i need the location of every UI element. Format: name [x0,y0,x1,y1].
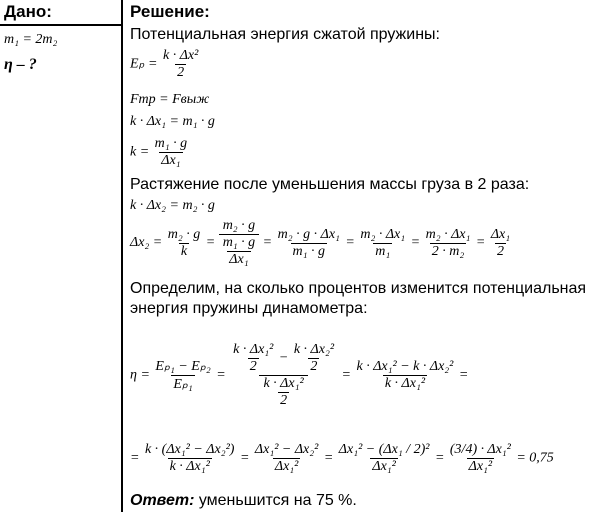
paragraph-extension: Растяжение после уменьшения массы груза в 2 раза: [130,176,530,193]
paragraph-percent-change-2: энергия пружины динамометра: [130,300,368,317]
equation-final: = $\frac{\text{k · (Δx₁² − Δx₂²)}}{\text{k · Δx₁²}}$ = $\frac{\text{Δx₁² − Δx₂²}}{\text{Δx₁²}}$ = $\frac{\text{Δx₁² − (Δx₁ / 2)²}}{\text{Δx₁²}}$ = $\frac{\text{(3/4) · Δx₁²}}{\text{Δx₁²}}$ = 0,75 [130,442,554,474]
equation-potential-energy: Eₚ = $\frac{\text{k · Δx²}}{2}$ [130,48,199,80]
answer-label: Ответ: [130,492,195,509]
equation-forces: Fтр = Fвыж [130,92,210,107]
given-header: Дано: [4,2,52,21]
equation-spring-force-1: k · Δx₁ = m₁ · g [130,114,215,129]
paragraph-percent-change-1: Определим, на сколько процентов изменится потенциальная [130,280,587,297]
solution-header: Решение: [130,2,210,21]
equation-extension-chain: Δx₂ = $\frac{\text{m₂ · g}}{k}$ = $\frac{\text{m₂ · g}}{\frac{\text{m₁ · g}}{\text{Δx₁}}}$ = $\frac{\text{m₂ · g · Δx₁}}{\text{m₁ · g}}$ = $\frac{\text{m₂ · Δx₁}}{\text{m₁}}$ = $\frac{\text{m₂ · Δx₁}}{\text{2 · m₂}}$ = $\frac{\text{Δx₁}}{2}$ [130,218,511,267]
paragraph-potential-energy: Потенциальная энергия сжатой пружины: [130,26,440,43]
answer-line [130,492,357,510]
equation-efficiency: η = $\frac{\text{Eₚ₁ − Eₚ₂}}{\text{Eₚ₁}}$ = $\frac{\text{k · Δx₁²}}{2}$ − $\frac{\text{k · Δx₂²}}{2}$ $\frac{\text{k · Δx₁²}}{2}$ = $\frac{\text{k · Δx₁² − k · Δx₂²}}{\text{k · Δx₁²}}$ = [130,342,469,408]
given-mass-relation: m₁ = 2m₂ [4,32,58,47]
given-unknown: η – ? [4,56,37,73]
equation-spring-force-2: k · Δx₂ = m₂ · g [130,198,215,213]
equation-stiffness: k = $\frac{\text{m₁ · g}}{\text{Δx₁}}$ [130,136,188,168]
column-divider [121,0,123,512]
answer-text: уменьшится на 75 %. [194,492,357,509]
header-underline [0,24,121,26]
